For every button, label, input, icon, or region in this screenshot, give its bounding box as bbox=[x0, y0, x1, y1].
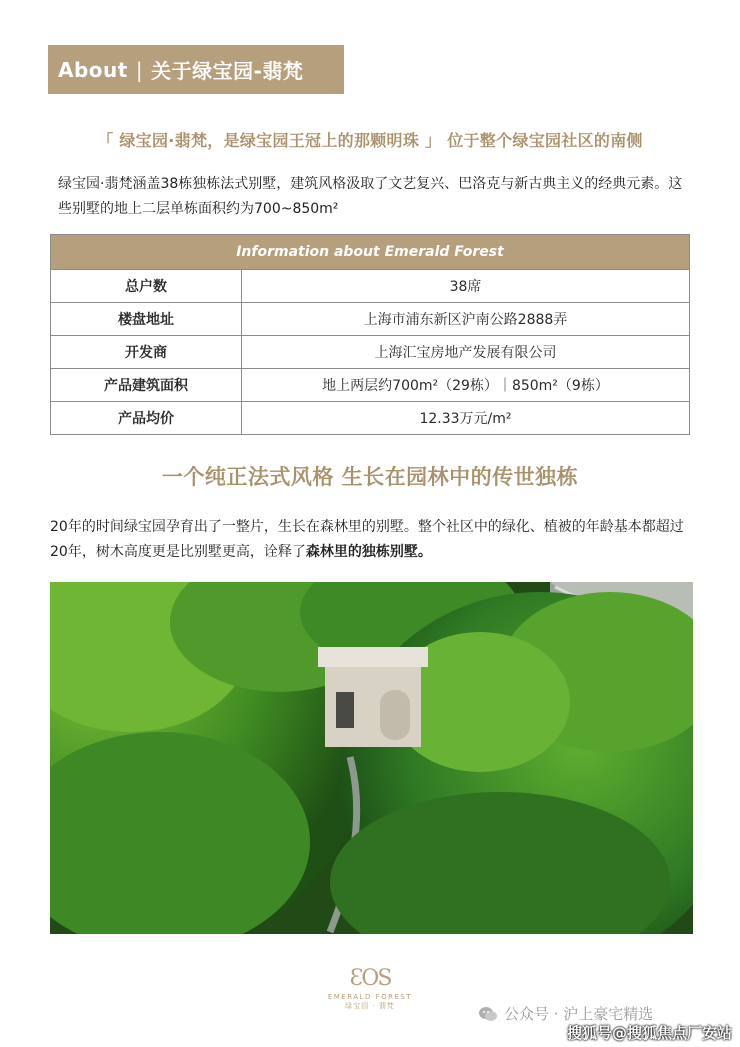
row-label: 开发商 bbox=[51, 336, 242, 369]
table-row bbox=[51, 270, 690, 303]
row-label: 产品均价 bbox=[51, 402, 242, 435]
logo-mark: ƐOS bbox=[349, 966, 391, 991]
logo-brand-cn: 绿宝园 · 翡梵 bbox=[345, 1002, 395, 1010]
body-paragraph bbox=[50, 515, 692, 565]
table-row bbox=[51, 303, 690, 336]
header-cn: 关于绿宝园-翡梵 bbox=[151, 59, 304, 83]
about-header bbox=[48, 45, 344, 94]
tagline: 「 绿宝园·翡梵，是绿宝园王冠上的那颗明珠 」 位于整个绿宝园社区的南侧 bbox=[97, 131, 643, 150]
forest-villa-illustration bbox=[50, 582, 693, 934]
table-caption-row bbox=[51, 235, 690, 270]
row-value: 上海汇宝房地产发展有限公司 bbox=[242, 336, 690, 369]
row-label: 产品建筑面积 bbox=[51, 369, 242, 402]
header-separator: | bbox=[135, 57, 144, 82]
table-caption: Information about Emerald Forest bbox=[51, 235, 690, 270]
table-row bbox=[51, 402, 690, 435]
table-row bbox=[51, 369, 690, 402]
sohu-watermark: 搜狐号@搜狐焦点厂安站 bbox=[566, 1024, 732, 1042]
body-bold-text: 森林里的独栋别墅。 bbox=[305, 544, 432, 560]
emerald-forest-logo bbox=[320, 966, 420, 1011]
row-value: 地上两层约700m²（29栋）｜850m²（9栋） bbox=[242, 369, 690, 402]
row-value: 上海市浦东新区沪南公路2888弄 bbox=[242, 303, 690, 336]
logo-brand-en: EMERALD FOREST bbox=[327, 993, 413, 1001]
forest-villa-photo bbox=[50, 582, 693, 934]
wechat-watermark bbox=[478, 1003, 653, 1024]
info-table bbox=[50, 234, 690, 435]
wechat-text: 公众号 · 沪上豪宅精选 bbox=[504, 1005, 654, 1023]
row-value: 38席 bbox=[242, 270, 690, 303]
row-value: 12.33万元/m² bbox=[242, 402, 690, 435]
row-label: 总户数 bbox=[51, 270, 242, 303]
row-label: 楼盘地址 bbox=[51, 303, 242, 336]
wechat-icon bbox=[478, 1006, 498, 1022]
body-text: 20年的时间绿宝园孕育出了一整片，生长在森林里的别墅。整个社区中的绿化、植被的年龄基本都超过20年，树木高度更是比别墅更高，诠释了 bbox=[50, 519, 684, 560]
header-en: About bbox=[58, 57, 128, 82]
table-row bbox=[51, 336, 690, 369]
section-title: 一个纯正法式风格 生长在园林中的传世独栋 bbox=[161, 465, 579, 489]
intro-paragraph: 绿宝园·翡梵涵盖38栋独栋法式别墅，建筑风格汲取了文艺复兴、巴洛克与新古典主义的经典元素。这些别墅的地上二层单栋面积约为700~850m² bbox=[58, 176, 683, 217]
